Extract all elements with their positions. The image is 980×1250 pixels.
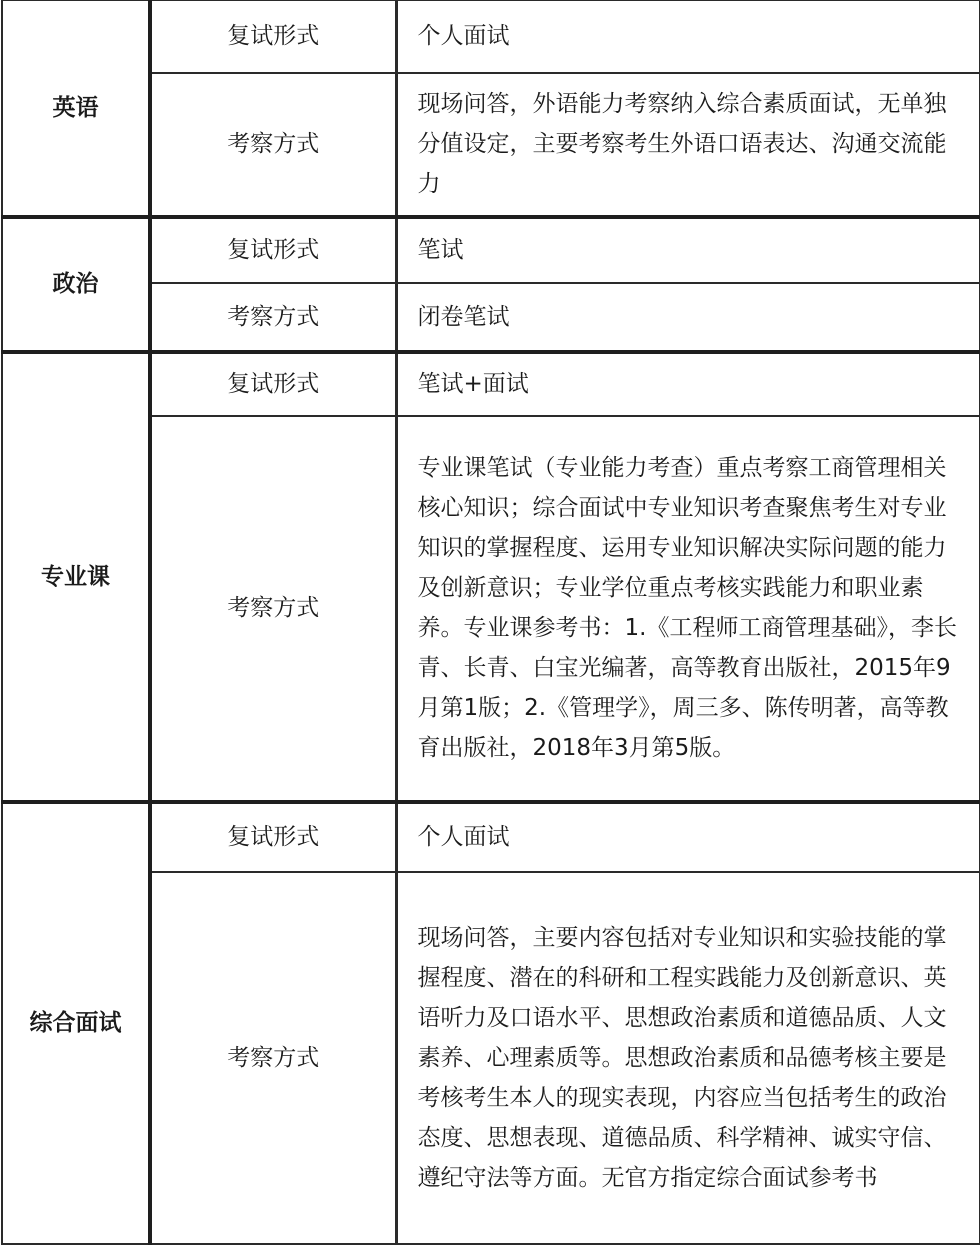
method-value-interview: 现场问答，主要内容包括对专业知识和实验技能的掌握程度、潜在的科研和工程实践能力及创新意识、英语听力及口语水平、思想政治素质和道德品质、人文素养、心理素质等。思想政治素质和品德考核主要是考核考生本人的现实表现，内容应当包括考生的政治态度、思想表现、道德品质、科学精神、诚实守信、遵纪守法等方面。无官方指定综合面试参考书 <box>396 872 980 1244</box>
form-label: 复试形式 <box>150 217 396 283</box>
form-value-major: 笔试+面试 <box>396 352 980 416</box>
table-row <box>2 1 980 73</box>
form-value-politics: 笔试 <box>396 217 980 283</box>
method-value-politics: 闭卷笔试 <box>396 283 980 352</box>
method-label: 考察方式 <box>150 872 396 1244</box>
table-row <box>2 802 980 872</box>
form-label: 复试形式 <box>150 1 396 73</box>
method-label: 考察方式 <box>150 73 396 217</box>
form-value-interview: 个人面试 <box>396 802 980 872</box>
method-value-english: 现场问答，外语能力考察纳入综合素质面试，无单独分值设定，主要考察考生外语口语表达、沟通交流能力 <box>396 73 980 217</box>
method-label: 考察方式 <box>150 283 396 352</box>
form-value-english: 个人面试 <box>396 1 980 73</box>
exam-requirements-table <box>1 0 980 1245</box>
form-label: 复试形式 <box>150 802 396 872</box>
subject-cell-interview: 综合面试 <box>2 802 150 1244</box>
table-row <box>2 352 980 416</box>
subject-cell-politics: 政治 <box>2 217 150 352</box>
form-label: 复试形式 <box>150 352 396 416</box>
method-label: 考察方式 <box>150 416 396 802</box>
subject-cell-major: 专业课 <box>2 352 150 802</box>
method-value-major: 专业课笔试（专业能力考查）重点考察工商管理相关核心知识；综合面试中专业知识考查聚焦考生对专业知识的掌握程度、运用专业知识解决实际问题的能力及创新意识；专业学位重点考核实践能力和职业素养。专业课参考书：1.《工程师工商管理基础》，李长青、长青、白宝光编著，高等教育出版社，2015年9月第1版；2.《管理学》，周三多、陈传明著，高等教育出版社，2018年3月第5版。 <box>396 416 980 802</box>
subject-cell-english: 英语 <box>2 1 150 217</box>
table-row <box>2 217 980 283</box>
